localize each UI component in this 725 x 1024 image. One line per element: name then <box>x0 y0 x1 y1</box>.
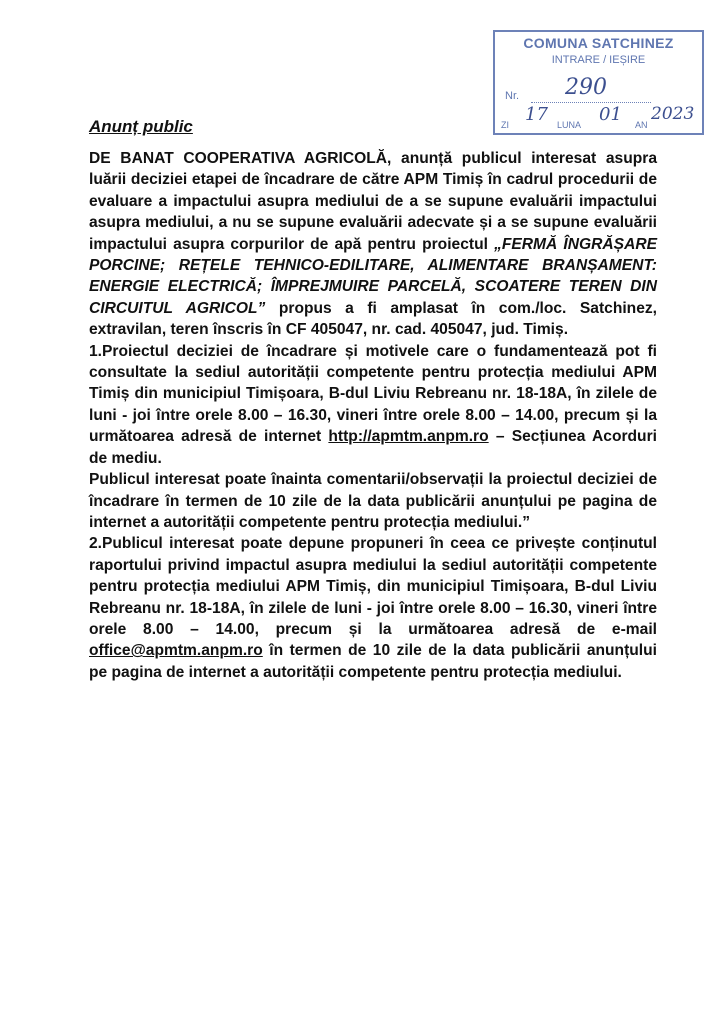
stamp-nr-label: Nr. <box>505 90 520 102</box>
paragraph-1 <box>89 341 657 469</box>
stamp-title: COMUNA SATCHINEZ <box>523 35 674 51</box>
stamp-luna-label: LUNA <box>557 120 582 130</box>
paragraph-1-text-end: – Secțiunea Acorduri de mediu. <box>89 428 657 467</box>
announcement-body <box>89 148 657 683</box>
stamp-an-label: AN <box>635 120 648 130</box>
announcement-title: Anunț public <box>89 117 193 136</box>
paragraph-2-text-end: în termen de 10 zile de la data publicării anunțului pe pagina de internet a autorității competente pentru protecția mediului. <box>89 642 657 681</box>
project-name: „FERMĂ ÎNGRĂȘARE PORCINE; REȚELE TEHNICO-EDILITARE, ALIMENTARE BRANȘAMENT: ENERGIE ELECTRICĂ; ÎMPREJMUIRE PARCELĂ, SCOATERE TEREN DIN CIRCUITUL AGRICOL” <box>89 235 657 317</box>
stamp-an-value: 2023 <box>651 104 695 124</box>
intro-text-end: propus a fi amplasat în com./loc. Satchinez, extravilan, teren înscris în CF 405047, nr. cad. 405047, jud. Timiș. <box>89 299 657 339</box>
intro-paragraph <box>89 148 657 341</box>
paragraph-2-text-start: 2.Publicul interesat poate depune propuneri în ceea ce privește conținutul raportului privind impactul asupra mediului la sediul autorității competente pentru protecția mediului APM Timiș, din municipiul Timișoara, B-dul Liviu Rebreanu nr. 18-18A, în zilele de luni - joi între orele 8.00 – 16.30, vineri între orele 8.00 – 14.00, precum și la următoarea adresă de e-mail <box>89 535 657 638</box>
intro-text-start: DE BANAT COOPERATIVA AGRICOLĂ, anunță publicul interesat asupra luării deciziei etapei de încadrare de către APM Timiș în cadrul procedurii de evaluare a impactului asupra mediului de a se supune evaluării impactului asupra mediului, a nu se supune evaluării adecvate și a se supune evaluării impactului asupra corpurilor de apă pentru proiectul <box>89 150 657 253</box>
comments-paragraph: Publicul interesat poate înainta comentarii/observații la proiectul deciziei de încadrare în termen de 10 zile de la data publicării anunțului pe pagina de internet a autorității competente pentru protecția mediului.” <box>89 471 657 531</box>
paragraph-1-text-start: 1.Proiectul deciziei de încadrare și motivele care o fundamentează pot fi consultate la sediul autorității competente pentru protecția mediului APM Timiș din municipiul Timișoara, B-dul Liviu Rebreanu nr. 18-18A, în zilele de luni - joi între orele 8.00 – 16.30, vineri între orele 8.00 – 14.00, precum și la următoarea adresă de internet <box>89 342 657 446</box>
stamp-nr-value: 290 <box>565 75 607 100</box>
stamp-subtitle: INTRARE / IEȘIRE <box>551 54 646 66</box>
stamp-luna-value: 01 <box>599 104 622 125</box>
stamp-zi-label: ZI <box>501 120 509 130</box>
paragraph-2 <box>89 533 657 683</box>
stamp-nr-line <box>531 102 651 103</box>
stamp-zi-value: 17 <box>525 104 548 125</box>
registration-stamp <box>493 30 704 135</box>
email-link[interactable]: office@apmtm.anpm.ro <box>89 642 263 660</box>
website-link[interactable]: http://apmtm.anpm.ro <box>328 428 489 446</box>
